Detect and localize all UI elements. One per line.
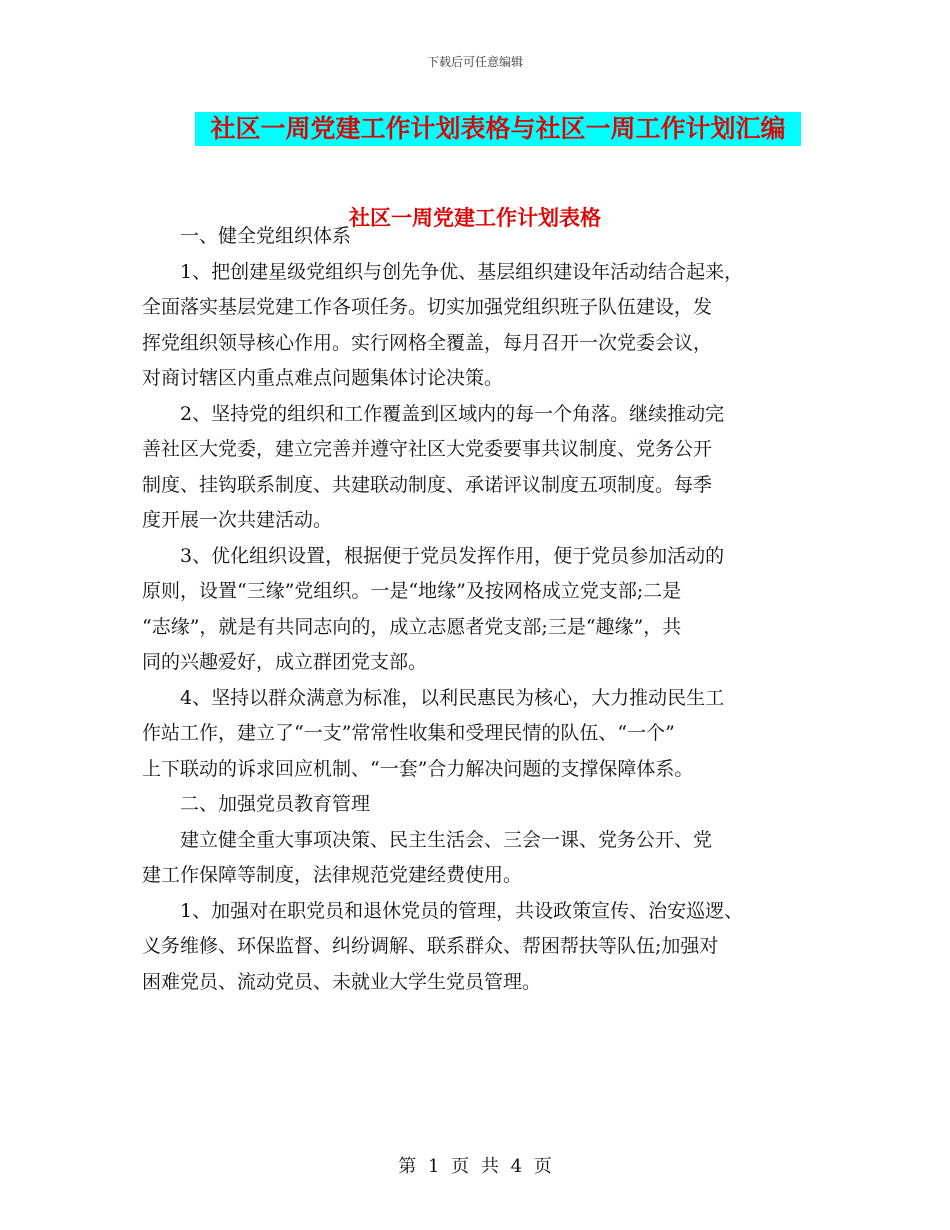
text-line: 建工作保障等制度，法律规范党建经费使用。: [142, 864, 523, 886]
page-number: 第 1 页 共 4 页: [398, 1156, 552, 1177]
text-line: 同的兴趣爱好，成立群团党支部。: [142, 651, 428, 673]
text-line: 制度、挂钩联系制度、共建联动制度、承诺评议制度五项制度。每季: [142, 473, 713, 496]
document-title: 社区一周党建工作计划表格与社区一周工作计划汇编: [195, 112, 801, 146]
text-line: 1、把创建星级党组织与创先争优、基层组织建设年活动结合起来，: [142, 260, 744, 283]
text-line: 作站工作，建立了“一支”常常性收集和受理民情的队伍、“一个”: [142, 722, 675, 744]
text-line: 困难党员、流动党员、未就业大学生党员管理。: [142, 970, 542, 993]
text-line: 1、加强对在职党员和退休党员的管理，共设政策宣传、治安巡逻、: [142, 899, 744, 922]
text-line: 建立健全重大事项决策、民主生活会、三会一课、党务公开、党: [142, 828, 713, 851]
text-line: “志缘”，就是有共同志向的，成立志愿者党支部;三是“趣缘”，共: [142, 615, 682, 638]
text-line: 挥党组织领导核心作用。实行网格全覆盖，每月召开一次党委会议，: [142, 331, 713, 354]
text-line: 4、坚持以群众满意为标准，以利民惠民为核心，大力推动民生工: [142, 686, 725, 709]
text-line: 义务维修、环保监督、纠纷调解、联系群众、帮困帮扶等队伍;加强对: [142, 935, 719, 957]
text-line: 度开展一次共建活动。: [142, 509, 333, 531]
header-note: 下载后可任意编辑: [426, 55, 523, 69]
text-line: 原则，设置“三缘”党组织。一是“地缘”及按网格成立党支部;二是: [142, 580, 682, 602]
text-line: 全面落实基层党建工作各项任务。切实加强党组织班子队伍建设，发: [142, 296, 713, 318]
text-line: 上下联动的诉求回应机制、“一套”合力解决问题的支撑保障体系。: [142, 757, 694, 780]
text-line: 善社区大党委，建立完善并遵守社区大党委要事共议制度、党务公开: [142, 438, 713, 460]
text-line: 3、优化组织设置，根据便于党员发挥作用，便于党员参加活动的: [142, 544, 725, 567]
body-text: [142, 219, 822, 1000]
text-line: 一、健全党组织体系: [142, 225, 352, 247]
text-line: 二、加强党员教育管理: [142, 793, 371, 815]
text-line: 2、坚持党的组织和工作覆盖到区域内的每一个角落。继续推动完: [142, 402, 725, 425]
section-title: 社区一周党建工作计划表格: [349, 205, 601, 230]
text-line: 对商讨辖区内重点难点问题集体讨论决策。: [142, 367, 504, 389]
